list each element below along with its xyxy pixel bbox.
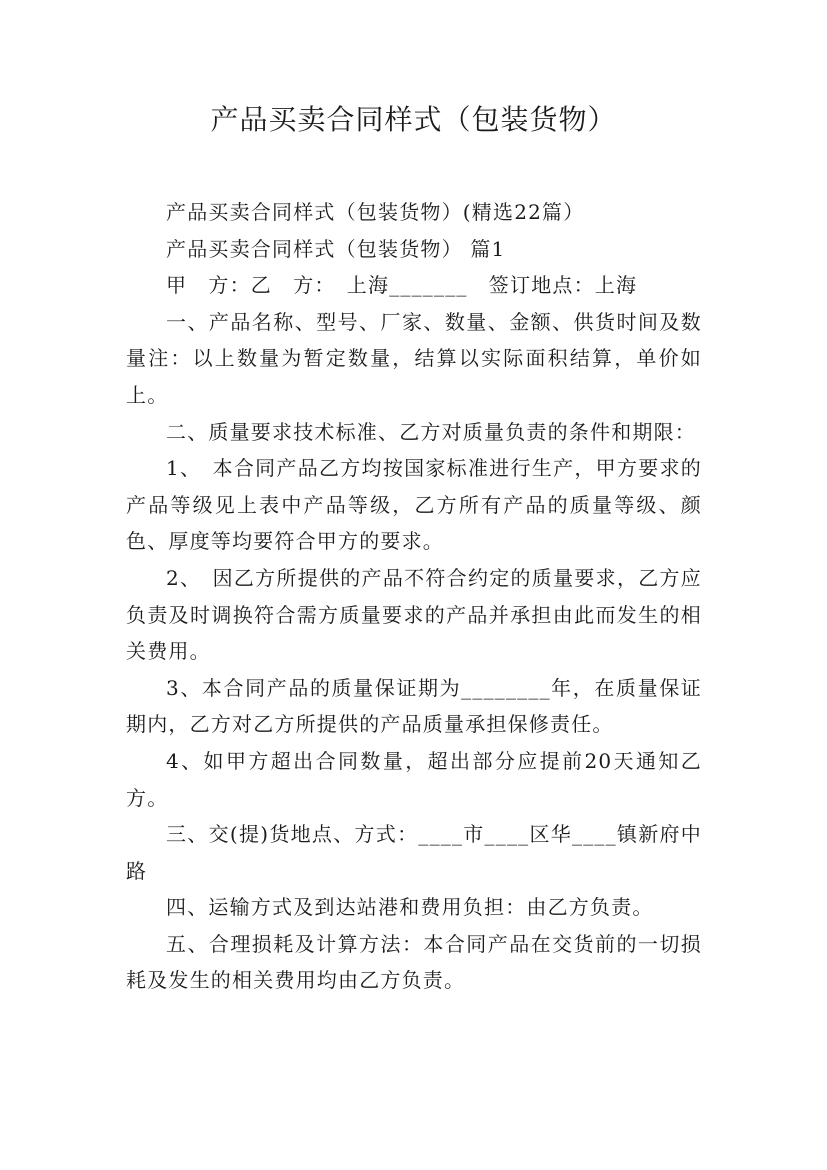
paragraph-clause-5: 五、合理损耗及计算方法：本合同产品在交货前的一切损耗及发生的相关费用均由乙方负责。 [126, 931, 702, 993]
paragraph-subtitle: 产品买卖合同样式（包装货物）(精选22篇） [166, 200, 585, 224]
document-title: 产品买卖合同样式（包装货物） [210, 103, 617, 136]
document-body [126, 194, 702, 999]
paragraph-clause-3: 三、交(提)货地点、方式：____市____区华____镇新府中路 [126, 822, 702, 883]
paragraph-parties: 甲 方：乙 方： 上海_______ 签订地点：上海 [166, 273, 638, 298]
paragraph-clause-2-3: 3、本合同产品的质量保证期为________年，在质量保证期内，乙方对乙方所提供的产品质量承担保修责任。 [126, 675, 702, 737]
paragraph-clause-2-1: 1、 本合同产品乙方均按国家标准进行生产，甲方要求的产品等级见上表中产品等级，乙方所有产品的质量等级、颜色、厚度等均要符合甲方的要求。 [126, 456, 702, 554]
paragraph-section-heading: 产品买卖合同样式（包装货物） 篇1 [166, 236, 506, 261]
paragraph-clause-2: 二、质量要求技术标准、乙方对质量负责的条件和期限： [166, 419, 696, 444]
paragraph-clause-2-4: 4、如甲方超出合同数量，超出部分应提前20天通知乙方。 [126, 748, 702, 810]
paragraph-clause-1: 一、产品名称、型号、厂家、数量、金额、供货时间及数量注：以上数量为暂定数量，结算以实际面积结算，单价如上。 [126, 309, 702, 407]
paragraph-clause-2-2: 2、 因乙方所提供的产品不符合约定的质量要求，乙方应负责及时调换符合需方质量要求的产品并承担由此而发生的相关费用。 [126, 565, 702, 664]
paragraph-clause-4: 四、运输方式及到达站港和费用负担：由乙方负责。 [166, 895, 654, 920]
